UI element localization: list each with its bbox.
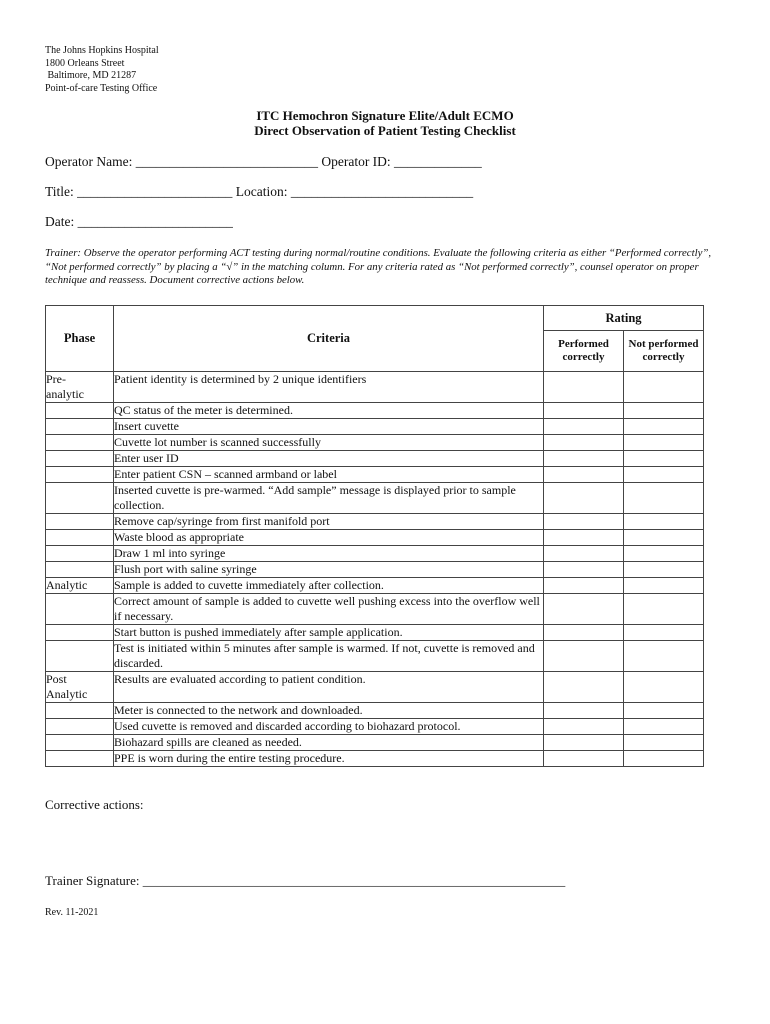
phase-cell	[46, 530, 114, 546]
document-title	[0, 108, 770, 138]
criteria-cell: PPE is worn during the entire testing procedure.	[114, 751, 544, 767]
date-field[interactable]: Date: _______________________	[45, 214, 233, 229]
performed-correctly-header: Performed correctly	[544, 331, 624, 372]
not-performed-correctly-cell[interactable]	[624, 546, 704, 562]
criteria-cell: QC status of the meter is determined.	[114, 403, 544, 419]
checklist-table	[45, 305, 704, 767]
not-performed-correctly-cell[interactable]	[624, 594, 704, 625]
table-row	[46, 403, 704, 419]
performed-correctly-cell[interactable]	[544, 546, 624, 562]
not-performed-correctly-cell[interactable]	[624, 530, 704, 546]
performed-correctly-cell[interactable]	[544, 625, 624, 641]
table-row	[46, 641, 704, 672]
performed-correctly-cell[interactable]	[544, 435, 624, 451]
criteria-cell: Enter patient CSN – scanned armband or label	[114, 467, 544, 483]
address-line: The Johns Hopkins Hospital	[45, 45, 159, 56]
not-performed-correctly-cell[interactable]	[624, 403, 704, 419]
criteria-cell: Waste blood as appropriate	[114, 530, 544, 546]
table-row	[46, 719, 704, 735]
table-row	[46, 483, 704, 514]
criteria-cell: Insert cuvette	[114, 419, 544, 435]
criteria-cell: Cuvette lot number is scanned successfully	[114, 435, 544, 451]
phase-header: Phase	[46, 306, 114, 372]
not-performed-correctly-cell[interactable]	[624, 372, 704, 403]
table-row	[46, 751, 704, 767]
criteria-cell: Draw 1 ml into syringe	[114, 546, 544, 562]
performed-correctly-cell[interactable]	[544, 403, 624, 419]
performed-correctly-cell[interactable]	[544, 735, 624, 751]
performed-correctly-cell[interactable]	[544, 514, 624, 530]
address-line: Point-of-care Testing Office	[45, 82, 158, 94]
table-row	[46, 672, 704, 703]
criteria-cell: Used cuvette is removed and discarded according to biohazard protocol.	[114, 719, 544, 735]
phase-label: Analytic	[46, 578, 88, 592]
performed-correctly-cell[interactable]	[544, 372, 624, 403]
phase-label: Post Analytic	[46, 672, 88, 701]
table-row	[46, 451, 704, 467]
performed-correctly-cell[interactable]	[544, 419, 624, 435]
not-performed-correctly-cell[interactable]	[624, 719, 704, 735]
phase-cell	[46, 562, 114, 578]
performed-correctly-cell[interactable]	[544, 530, 624, 546]
criteria-cell: Inserted cuvette is pre-warmed. “Add sample” message is displayed prior to sample collection.	[114, 483, 544, 514]
not-performed-correctly-cell[interactable]	[624, 672, 704, 703]
performed-correctly-cell[interactable]	[544, 467, 624, 483]
criteria-cell: Meter is connected to the network and downloaded.	[114, 703, 544, 719]
table-row	[46, 594, 704, 625]
address-line: 1800 Orleans Street	[45, 57, 125, 69]
phase-cell	[46, 594, 114, 625]
operator-name-field[interactable]: Operator Name: ___________________________ Operator ID: _____________	[45, 154, 482, 169]
performed-correctly-cell[interactable]	[544, 594, 624, 625]
not-performed-correctly-cell[interactable]	[624, 641, 704, 672]
criteria-cell: Enter user ID	[114, 451, 544, 467]
phase-cell	[46, 751, 114, 767]
not-performed-correctly-cell[interactable]	[624, 735, 704, 751]
criteria-cell: Start button is pushed immediately after sample application.	[114, 625, 544, 641]
title-line-2: Direct Observation of Patient Testing Checklist	[254, 123, 516, 138]
phase-label: Pre- analytic	[46, 372, 84, 401]
table-row	[46, 562, 704, 578]
phase-cell	[46, 435, 114, 451]
performed-correctly-cell[interactable]	[544, 641, 624, 672]
not-performed-correctly-cell[interactable]	[624, 625, 704, 641]
phase-cell	[46, 672, 114, 703]
not-performed-correctly-cell[interactable]	[624, 435, 704, 451]
criteria-cell: Sample is added to cuvette immediately after collection.	[114, 578, 544, 594]
not-performed-correctly-cell[interactable]	[624, 703, 704, 719]
performed-correctly-cell[interactable]	[544, 578, 624, 594]
performed-correctly-cell[interactable]	[544, 719, 624, 735]
rating-header: Rating	[544, 306, 704, 331]
not-performed-correctly-cell[interactable]	[624, 751, 704, 767]
phase-cell	[46, 719, 114, 735]
phase-cell	[46, 546, 114, 562]
phase-cell	[46, 641, 114, 672]
not-performed-correctly-cell[interactable]	[624, 451, 704, 467]
table-row	[46, 703, 704, 719]
table-row	[46, 514, 704, 530]
table-row	[46, 546, 704, 562]
table-row	[46, 578, 704, 594]
phase-cell	[46, 578, 114, 594]
table-row	[46, 435, 704, 451]
hospital-address	[45, 45, 159, 95]
address-line: Baltimore, MD 21287	[45, 70, 137, 81]
phase-cell	[46, 514, 114, 530]
revision-label: Rev. 11-2021	[45, 907, 99, 918]
title-location-field[interactable]: Title: _______________________ Location: ___________________________	[45, 184, 474, 199]
phase-cell	[46, 467, 114, 483]
trainer-instructions: Trainer: Observe the operator performing ACT testing during normal/routine conditions. Evaluate the following criteria as either “Performed correctly”, “Not performed correctly” by placing a “√” in the matching column. For any criteria rated as “Not performed correctly”, counsel operator on proper technique and reassess. Document corrective actions below.	[45, 247, 712, 286]
criteria-cell: Patient identity is determined by 2 unique identifiers	[114, 372, 544, 403]
criteria-cell: Biohazard spills are cleaned as needed.	[114, 735, 544, 751]
title-line-1: ITC Hemochron Signature Elite/Adult ECMO	[256, 108, 514, 123]
checklist-body	[46, 372, 704, 767]
criteria-header: Criteria	[114, 306, 544, 372]
criteria-cell: Remove cap/syringe from first manifold port	[114, 514, 544, 530]
phase-cell	[46, 451, 114, 467]
criteria-cell: Results are evaluated according to patient condition.	[114, 672, 544, 703]
phase-cell	[46, 372, 114, 403]
corrective-actions-label: Corrective actions:	[45, 797, 144, 812]
phase-cell	[46, 483, 114, 514]
performed-correctly-cell[interactable]	[544, 703, 624, 719]
phase-cell	[46, 703, 114, 719]
table-row	[46, 530, 704, 546]
table-row	[46, 419, 704, 435]
phase-cell	[46, 403, 114, 419]
phase-cell	[46, 735, 114, 751]
trainer-signature-field[interactable]: Trainer Signature: _________________________________________________________________	[45, 873, 566, 888]
not-performed-correctly-cell[interactable]	[624, 578, 704, 594]
criteria-cell: Test is initiated within 5 minutes after sample is warmed. If not, cuvette is removed and discarded.	[114, 641, 544, 672]
not-performed-correctly-cell[interactable]	[624, 467, 704, 483]
performed-correctly-cell[interactable]	[544, 751, 624, 767]
not-performed-correctly-cell[interactable]	[624, 419, 704, 435]
performed-correctly-cell[interactable]	[544, 562, 624, 578]
not-performed-correctly-cell[interactable]	[624, 483, 704, 514]
table-row	[46, 372, 704, 403]
table-row	[46, 735, 704, 751]
not-performed-correctly-cell[interactable]	[624, 562, 704, 578]
phase-cell	[46, 625, 114, 641]
table-row	[46, 467, 704, 483]
not-performed-correctly-cell[interactable]	[624, 514, 704, 530]
phase-cell	[46, 419, 114, 435]
not-performed-correctly-header: Not performed correctly	[624, 331, 704, 372]
criteria-cell: Flush port with saline syringe	[114, 562, 544, 578]
table-row	[46, 625, 704, 641]
performed-correctly-cell[interactable]	[544, 451, 624, 467]
performed-correctly-cell[interactable]	[544, 483, 624, 514]
criteria-cell: Correct amount of sample is added to cuvette well pushing excess into the overflow well if necessary.	[114, 594, 544, 625]
performed-correctly-cell[interactable]	[544, 672, 624, 703]
